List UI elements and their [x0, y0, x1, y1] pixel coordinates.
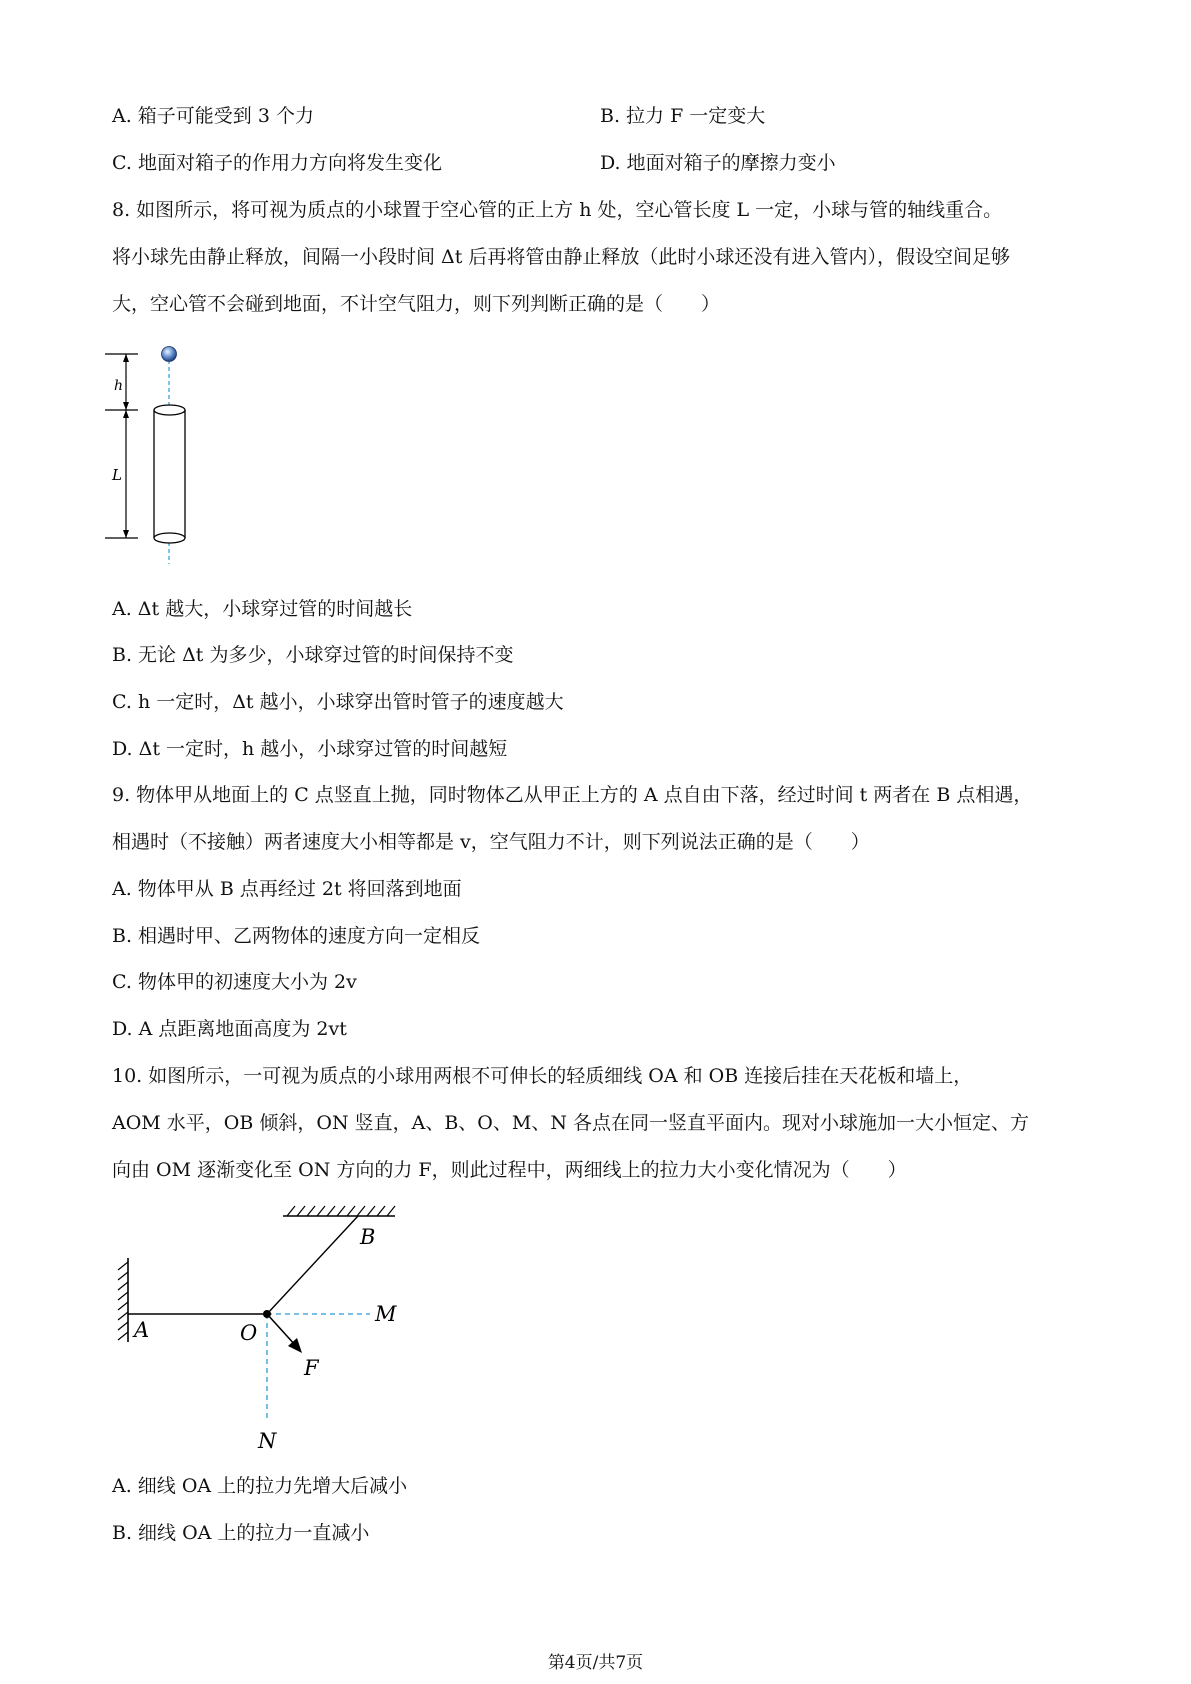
q8-figure-tube — [100, 338, 210, 568]
q10-option-b: B. 细线 OA 上的拉力一直减小 — [112, 1522, 370, 1544]
q8-label-L: L — [112, 466, 122, 484]
q8-stem-line2: 将小球先由静止释放，间隔一小段时间 Δt 后再将管由静止释放（此时小球还没有进入管内），假设空间足够 — [112, 246, 1010, 268]
hollow-tube — [154, 410, 185, 538]
label-O: O — [240, 1321, 258, 1345]
force-F-arrow — [267, 1314, 296, 1346]
q10-option-a: A. 细线 OA 上的拉力先增大后减小 — [112, 1475, 408, 1497]
q9-stem-line2: 相遇时（不接触）两者速度大小相等都是 v，空气阻力不计，则下列说法正确的是（ ） — [112, 831, 870, 853]
q9-stem-line1: 9. 物体甲从地面上的 C 点竖直上抛，同时物体乙从甲正上方的 A 点自由下落，经过时间 t 两者在 B 点相遇， — [112, 784, 1033, 806]
label-B: B — [360, 1225, 376, 1249]
q7-option-c: C. 地面对箱子的作用力方向将发生变化 — [112, 152, 442, 174]
q8-option-c: C. h 一定时，Δt 越小，小球穿出管时管子的速度越大 — [112, 691, 564, 713]
q7-option-d: D. 地面对箱子的摩擦力变小 — [600, 152, 836, 174]
ball — [162, 347, 177, 362]
ball-O — [263, 1310, 271, 1318]
q10-figure-strings — [100, 1190, 420, 1455]
label-M: M — [375, 1302, 397, 1326]
q7-option-a: A. 箱子可能受到 3 个力 — [112, 105, 314, 127]
page-footer: 第4页/共7页 — [547, 1653, 644, 1673]
q9-option-a: A. 物体甲从 B 点再经过 2t 将回落到地面 — [112, 878, 462, 900]
q8-option-a: A. Δt 越大，小球穿过管的时间越长 — [112, 598, 413, 620]
q10-stem-line2: AOM 水平，OB 倾斜，ON 竖直，A、B、O、M、N 各点在同一竖直平面内。现对小球施加一大小恒定、方 — [112, 1112, 1029, 1134]
q8-label-h: h — [114, 378, 124, 394]
q8-stem-line3: 大，空心管不会碰到地面，不计空气阻力，则下列判断正确的是（ ） — [112, 293, 721, 315]
label-A: A — [134, 1318, 150, 1342]
q9-option-d: D. A 点距离地面高度为 2vt — [112, 1018, 347, 1040]
label-N: N — [258, 1429, 277, 1453]
q10-stem-line1: 10. 如图所示，一可视为质点的小球用两根不可伸长的轻质细线 OA 和 OB 连接后挂在天花板和墙上， — [112, 1065, 973, 1087]
q8-stem-line1: 8. 如图所示，将可视为质点的小球置于空心管的正上方 h 处，空心管长度 L 一定，小球与管的轴线重合。 — [112, 199, 1003, 221]
q8-option-b: B. 无论 Δt 为多少，小球穿过管的时间保持不变 — [112, 644, 514, 666]
q9-option-b: B. 相遇时甲、乙两物体的速度方向一定相反 — [112, 925, 481, 947]
string-OB — [267, 1216, 358, 1314]
q7-option-b: B. 拉力 F 一定变大 — [600, 105, 766, 127]
label-F: F — [304, 1356, 319, 1380]
q8-option-d: D. Δt 一定时，h 越小，小球穿过管的时间越短 — [112, 738, 508, 760]
q9-option-c: C. 物体甲的初速度大小为 2v — [112, 971, 357, 993]
q10-stem-line3: 向由 OM 逐渐变化至 ON 方向的力 F，则此过程中，两细线上的拉力大小变化情况为（ ） — [112, 1159, 907, 1181]
